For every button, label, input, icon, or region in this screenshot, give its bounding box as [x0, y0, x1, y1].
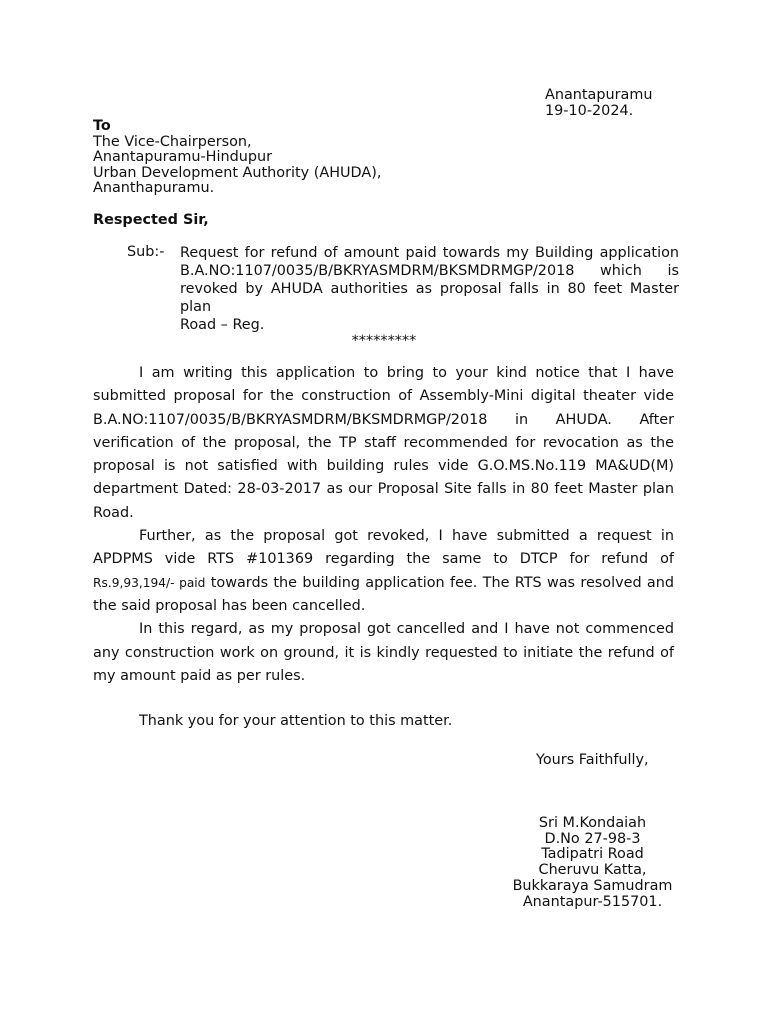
signature-line: Cheruvu Katta,	[538, 862, 647, 879]
thanks-line: Thank you for your attention to this matter.	[139, 713, 453, 729]
refund-amount: Rs.9,93,194/- paid	[93, 575, 206, 590]
recipient-line: Anantapuramu-Hindupur	[93, 149, 273, 165]
recipient-line: The Vice-Chairperson,	[93, 133, 252, 150]
paragraph-intro: I am writing this application to bring to your kind notice that I have submitted proposal for the construction of Assembly-Mini digital theater vide B.A.NO:1107/0035/B/BKRYASMDRM/BKSMDRMGP/2018 in AHUDA. After verification of the proposal, the TP staff recommended for revocation as the proposal is not satisfied with building rules vide G.O.MS.No.119 MA&UD(M) department Dated: 28-03-2017 as our Proposal Site falls in 80 feet Master plan Road.	[93, 365, 674, 521]
signature-line: Bukkaraya Samudram	[512, 877, 673, 894]
to-heading: To	[93, 118, 111, 134]
signature-line: Anantapur-515701.	[522, 893, 663, 910]
sender-place-date	[545, 88, 653, 119]
subject-line: Request for refund of amount paid towards my Building application	[180, 245, 679, 261]
recipient-line: Urban Development Authority (AHUDA),	[93, 164, 382, 181]
subject-line: Road – Reg.	[180, 317, 265, 333]
signature-block	[485, 816, 700, 910]
signature-line: D.No 27-98-3	[544, 830, 641, 847]
date: 19-10-2024.	[545, 102, 634, 119]
letter-body	[93, 362, 674, 688]
salutation: Respected Sir,	[93, 212, 209, 228]
separator: *********	[351, 333, 417, 349]
paragraph-text: Further, as the proposal got revoked, I have submitted a request in APDPMS vide RTS #101369 regarding the same to DTCP for refund of	[93, 528, 674, 568]
subject-text	[180, 244, 679, 334]
recipient-line: Ananthapuramu.	[93, 180, 215, 196]
paragraph-conclusion: In this regard, as my proposal got cancelled and I have not commenced any construction work on ground, it is kindly requested to initiate the refund of my amount paid as per rules.	[93, 621, 674, 684]
signature-line: Tadipatri Road	[541, 846, 644, 863]
paragraph-text: towards the building application fee. The RTS was resolved and the said proposal has been cancelled.	[93, 574, 675, 614]
paragraph-refund-request	[93, 525, 674, 618]
closing: Yours Faithfully,	[536, 752, 649, 768]
subject-line: B.A.NO:1107/0035/B/BKRYASMDRM/BKSMDRMGP/2018 which is	[180, 263, 679, 279]
recipient-address	[93, 119, 381, 197]
place: Anantapuramu	[545, 87, 653, 103]
subject-label: Sub:-	[127, 244, 165, 260]
signature-line: Sri M.Kondaiah	[538, 815, 647, 831]
subject-line: revoked by AHUDA authorities as proposal falls in 80 feet Master plan	[180, 281, 679, 315]
